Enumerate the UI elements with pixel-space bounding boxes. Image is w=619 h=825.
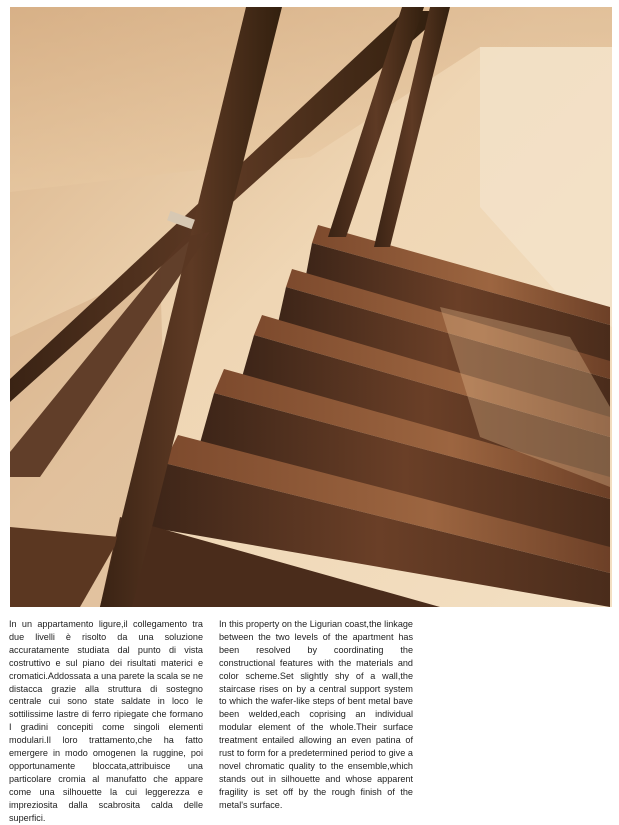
english-caption: In this property on the Ligurian coast,the linkage between the two levels of the apartment has been resolved by coordinating the constructional features with the materials and color scheme.Set slightly shy of a wall,the staircase rises on by a central support system to which the wafer-like steps of bent metal bave been welded,each coprising an individual modular element of the whole.Their surface treatment entailed allowing an even patina of rust to form for a predetermined period to give a novel chromatic quality to the ensemble,which stands out in silhouette and whose apparent fragility is set off by the rough finish of the metal's surface.	[219, 619, 413, 810]
staircase-illustration	[10, 7, 612, 607]
italian-caption: In un appartamento ligure,il collegamento tra due livelli è risolto da una soluzione accuratamente studiata dal punto di vista costruttivo e sul piano dei risultati materici e cromatici.Addossata a una parete la scala se ne distacca grazie alla struttura di sostegno centrale cui sono state saldate in loco le sottilissime lastre di ferro ripiegate che formano I gradini concepiti come singoli elementi modulari.Il loro trattamento,che ha fatto emergere in modo omogenen la ruggine, poi opportunamente bloccata,attribuisce una particolare cromia al manufatto che appare come una silhouette la cui leggerezza e impreziosita dalla scabrosita calda delle superfici.	[9, 619, 203, 823]
staircase-photo	[10, 7, 612, 607]
